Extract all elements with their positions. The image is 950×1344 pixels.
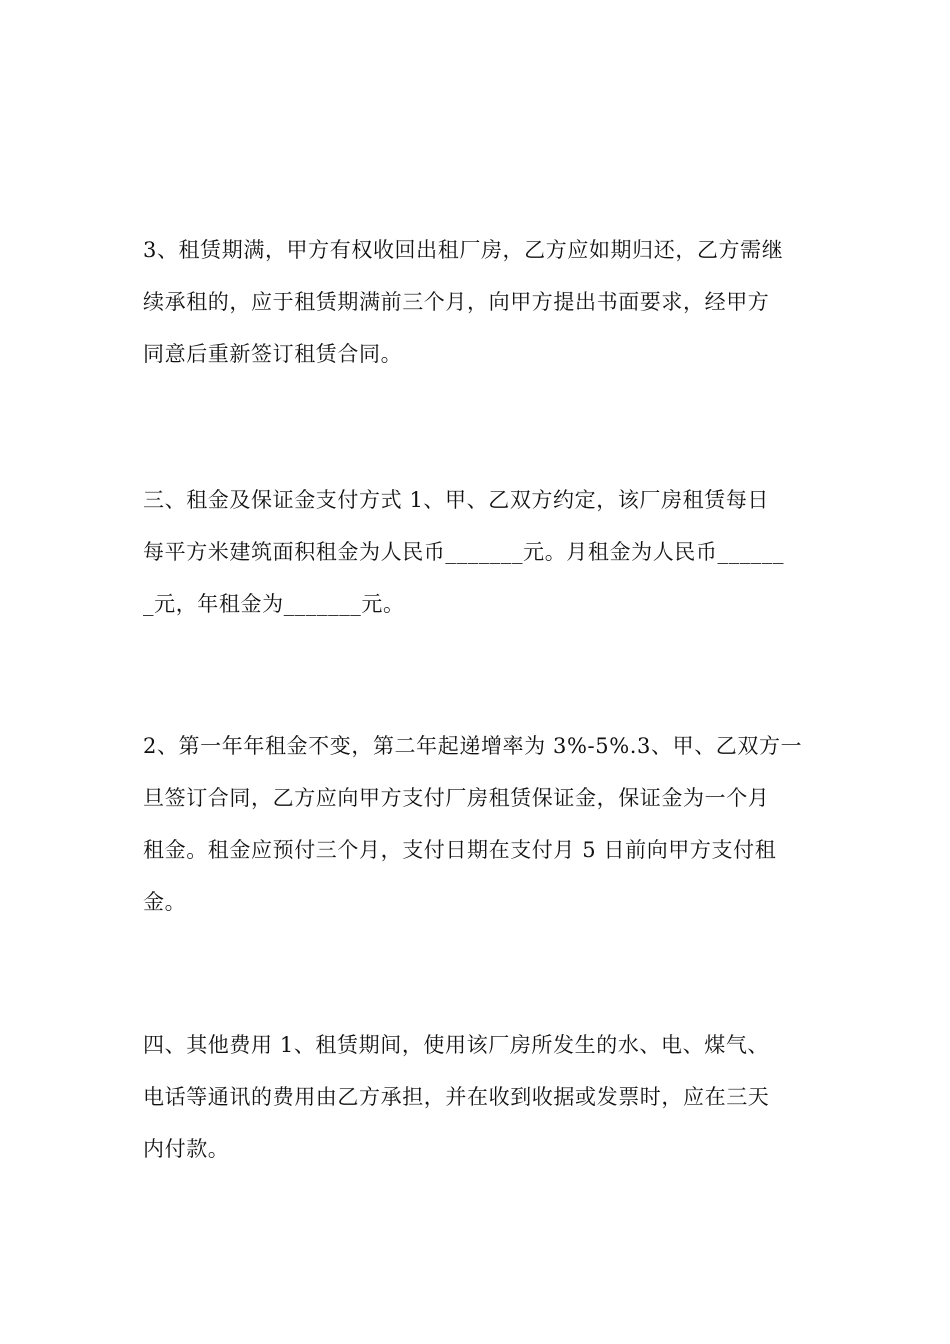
- text-line: 内付款。: [143, 1137, 230, 1161]
- text-line: 金。: [143, 890, 187, 914]
- text-line: 租金。租金应预付三个月，支付日期在支付月 5 日前向甲方支付租: [143, 838, 777, 862]
- text-line: 旦签订合同，乙方应向甲方支付厂房租赁保证金，保证金为一个月: [143, 786, 770, 810]
- text-line: 2、第一年年租金不变，第二年起递增率为 3%-5%.3、甲、乙双方一: [143, 734, 803, 758]
- text-line: 三、租金及保证金支付方式 1、甲、乙双方约定，该厂房租赁每日: [143, 488, 770, 512]
- text-line: 续承租的，应于租赁期满前三个月，向甲方提出书面要求，经甲方: [143, 290, 770, 314]
- text-line: 四、其他费用 1、租赁期间，使用该厂房所发生的水、电、煤气、: [143, 1033, 770, 1057]
- paragraph-rent-increase: [143, 720, 810, 928]
- text-line: 电话等通讯的费用由乙方承担，并在收到收据或发票时，应在三天: [143, 1085, 770, 1109]
- paragraph-lease-expiry: [143, 224, 810, 380]
- paragraph-other-fees: [143, 1019, 810, 1175]
- text-line: 同意后重新签订租赁合同。: [143, 342, 403, 366]
- text-line: _元，年租金为_______元。: [143, 592, 405, 616]
- paragraph-rent-deposit: [143, 474, 810, 630]
- text-line: 每平方米建筑面积租金为人民币_______元。月租金为人民币______: [143, 540, 785, 564]
- text-line: 3、租赁期满，甲方有权收回出租厂房，乙方应如期归还，乙方需继: [143, 238, 784, 262]
